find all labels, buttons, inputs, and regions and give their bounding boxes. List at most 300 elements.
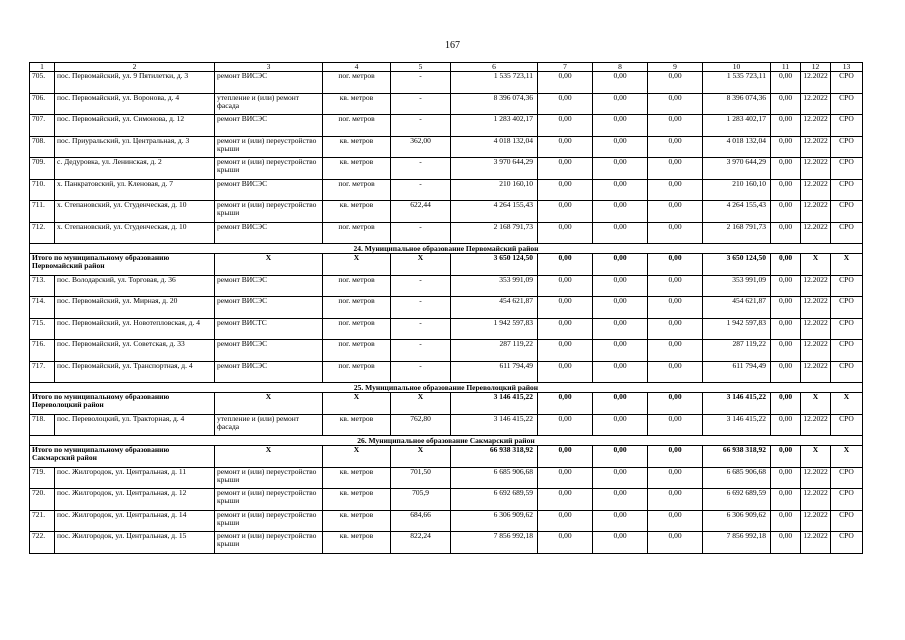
work-type-cell: ремонт и (или) переустройство крыши: [215, 136, 323, 158]
value-cell: 0,00: [538, 510, 593, 532]
amount-cell: 2 168 791,73: [703, 222, 771, 244]
quantity-cell: -: [391, 158, 451, 180]
method-cell: СРО: [831, 72, 863, 94]
total-cell: 0,00: [771, 393, 801, 415]
value-cell: 0,00: [771, 489, 801, 511]
deadline-cell: 12.2022: [801, 361, 831, 383]
deadline-cell: 12.2022: [801, 467, 831, 489]
work-type-cell: ремонт и (или) переустройство крыши: [215, 510, 323, 532]
quantity-cell: -: [391, 275, 451, 297]
deadline-cell: 12.2022: [801, 115, 831, 137]
quantity-cell: 701,50: [391, 467, 451, 489]
amount-cell: 1 942 597,83: [451, 318, 538, 340]
value-cell: 0,00: [771, 179, 801, 201]
total-cell: X: [323, 446, 391, 468]
value-cell: 0,00: [648, 340, 703, 362]
total-cell: 0,00: [648, 254, 703, 276]
value-cell: 0,00: [593, 179, 648, 201]
deadline-cell: 12.2022: [801, 179, 831, 201]
row-number: 709.: [30, 158, 55, 180]
section-title: 26. Муниципальное образование Сакмарский район: [30, 436, 863, 446]
total-label: Итого по муниципальному образованию Переволоцкий район: [30, 393, 215, 415]
value-cell: 0,00: [648, 532, 703, 554]
total-amount: 66 938 318,92: [703, 446, 771, 468]
section-title: 24. Муниципальное образование Первомайский район: [30, 244, 863, 254]
value-cell: 0,00: [648, 158, 703, 180]
deadline-cell: 12.2022: [801, 340, 831, 362]
value-cell: 0,00: [771, 222, 801, 244]
value-cell: 0,00: [538, 275, 593, 297]
value-cell: 0,00: [648, 318, 703, 340]
quantity-cell: -: [391, 72, 451, 94]
value-cell: 0,00: [538, 532, 593, 554]
table-row: [30, 136, 863, 158]
total-cell: X: [801, 254, 831, 276]
work-type-cell: ремонт ВИСЭС: [215, 72, 323, 94]
value-cell: 0,00: [538, 115, 593, 137]
amount-cell: 454 621,87: [703, 297, 771, 319]
unit-cell: кв. метров: [323, 414, 391, 436]
method-cell: СРО: [831, 222, 863, 244]
value-cell: 0,00: [771, 115, 801, 137]
row-number: 719.: [30, 467, 55, 489]
header-cell: 13: [831, 63, 863, 72]
row-number: 711.: [30, 201, 55, 223]
value-cell: 0,00: [593, 510, 648, 532]
table-row: [30, 318, 863, 340]
value-cell: 0,00: [593, 72, 648, 94]
total-cell: X: [831, 393, 863, 415]
value-cell: 0,00: [771, 72, 801, 94]
value-cell: 0,00: [593, 115, 648, 137]
unit-cell: пог. метров: [323, 340, 391, 362]
value-cell: 0,00: [538, 318, 593, 340]
method-cell: СРО: [831, 414, 863, 436]
address-cell: пос. Первомайский, ул. Транспортная, д. 4: [55, 361, 215, 383]
total-cell: 0,00: [648, 393, 703, 415]
value-cell: 0,00: [593, 340, 648, 362]
address-cell: пос. Первомайский, ул. Советская, д. 33: [55, 340, 215, 362]
row-number: 720.: [30, 489, 55, 511]
unit-cell: кв. метров: [323, 489, 391, 511]
row-number: 708.: [30, 136, 55, 158]
address-cell: пос. Первомайский, ул. Новотепловская, д. 4: [55, 318, 215, 340]
value-cell: 0,00: [771, 297, 801, 319]
method-cell: СРО: [831, 179, 863, 201]
row-number: 706.: [30, 93, 55, 115]
header-cell: 1: [30, 63, 55, 72]
method-cell: СРО: [831, 158, 863, 180]
total-cell: X: [801, 446, 831, 468]
value-cell: 0,00: [648, 201, 703, 223]
amount-cell: 6 692 689,59: [451, 489, 538, 511]
table-body: [30, 63, 863, 554]
value-cell: 0,00: [648, 414, 703, 436]
table-row: [30, 222, 863, 244]
deadline-cell: 12.2022: [801, 414, 831, 436]
address-cell: пос. Приуральский, ул. Центральная, д. 3: [55, 136, 215, 158]
quantity-cell: -: [391, 361, 451, 383]
deadline-cell: 12.2022: [801, 201, 831, 223]
address-cell: пос. Первомайский, ул. Симонова, д. 12: [55, 115, 215, 137]
value-cell: 0,00: [538, 158, 593, 180]
value-cell: 0,00: [593, 201, 648, 223]
quantity-cell: 622,44: [391, 201, 451, 223]
unit-cell: кв. метров: [323, 532, 391, 554]
method-cell: СРО: [831, 532, 863, 554]
table-row: [30, 340, 863, 362]
value-cell: 0,00: [593, 297, 648, 319]
header-row: [30, 63, 863, 72]
amount-cell: 6 685 906,68: [703, 467, 771, 489]
address-cell: пос. Переволоцкий, ул. Тракторная, д. 4: [55, 414, 215, 436]
table-row: [30, 201, 863, 223]
deadline-cell: 12.2022: [801, 72, 831, 94]
total-row: [30, 393, 863, 415]
total-amount: 66 938 318,92: [451, 446, 538, 468]
row-number: 705.: [30, 72, 55, 94]
section-heading-row: [30, 383, 863, 393]
method-cell: СРО: [831, 115, 863, 137]
address-cell: пос. Первомайский, ул. Мирная, д. 20: [55, 297, 215, 319]
deadline-cell: 12.2022: [801, 136, 831, 158]
amount-cell: 287 119,22: [451, 340, 538, 362]
value-cell: 0,00: [593, 158, 648, 180]
total-cell: 0,00: [593, 446, 648, 468]
work-type-cell: ремонт ВИСЭС: [215, 115, 323, 137]
quantity-cell: -: [391, 179, 451, 201]
value-cell: 0,00: [771, 361, 801, 383]
value-cell: 0,00: [771, 275, 801, 297]
header-cell: 4: [323, 63, 391, 72]
method-cell: СРО: [831, 318, 863, 340]
table-row: [30, 489, 863, 511]
deadline-cell: 12.2022: [801, 532, 831, 554]
value-cell: 0,00: [538, 72, 593, 94]
work-type-cell: ремонт ВИСЭС: [215, 222, 323, 244]
row-number: 718.: [30, 414, 55, 436]
table-row: [30, 414, 863, 436]
header-cell: 7: [538, 63, 593, 72]
address-cell: пос. Володарский, ул. Торговая, д. 36: [55, 275, 215, 297]
unit-cell: пог. метров: [323, 179, 391, 201]
amount-cell: 4 018 132,04: [703, 136, 771, 158]
value-cell: 0,00: [538, 179, 593, 201]
unit-cell: кв. метров: [323, 136, 391, 158]
total-cell: 0,00: [648, 446, 703, 468]
value-cell: 0,00: [538, 361, 593, 383]
table-row: [30, 510, 863, 532]
value-cell: 0,00: [538, 222, 593, 244]
value-cell: 0,00: [771, 340, 801, 362]
deadline-cell: 12.2022: [801, 510, 831, 532]
address-cell: пос. Жилгородок, ул. Центральная, д. 15: [55, 532, 215, 554]
value-cell: 0,00: [648, 510, 703, 532]
quantity-cell: 684,66: [391, 510, 451, 532]
table-row: [30, 275, 863, 297]
value-cell: 0,00: [538, 489, 593, 511]
amount-cell: 287 119,22: [703, 340, 771, 362]
total-cell: X: [391, 446, 451, 468]
deadline-cell: 12.2022: [801, 297, 831, 319]
total-amount: 3 146 415,22: [451, 393, 538, 415]
method-cell: СРО: [831, 201, 863, 223]
amount-cell: 8 396 074,36: [703, 93, 771, 115]
total-cell: 0,00: [538, 393, 593, 415]
work-type-cell: ремонт и (или) переустройство крыши: [215, 158, 323, 180]
total-label: Итого по муниципальному образованию Первомайский район: [30, 254, 215, 276]
header-cell: 8: [593, 63, 648, 72]
value-cell: 0,00: [771, 414, 801, 436]
section-title: 25. Муниципальное образование Переволоцкий район: [30, 383, 863, 393]
value-cell: 0,00: [538, 136, 593, 158]
work-type-cell: ремонт и (или) переустройство крыши: [215, 489, 323, 511]
address-cell: х. Степановский, ул. Студенческая, д. 10: [55, 201, 215, 223]
section-heading-row: [30, 436, 863, 446]
total-cell: 0,00: [771, 254, 801, 276]
amount-cell: 3 146 415,22: [451, 414, 538, 436]
work-type-cell: ремонт и (или) переустройство крыши: [215, 467, 323, 489]
deadline-cell: 12.2022: [801, 318, 831, 340]
unit-cell: кв. метров: [323, 93, 391, 115]
total-cell: X: [215, 254, 323, 276]
amount-cell: 3 146 415,22: [703, 414, 771, 436]
row-number: 710.: [30, 179, 55, 201]
amount-cell: 454 621,87: [451, 297, 538, 319]
method-cell: СРО: [831, 510, 863, 532]
address-cell: х. Степановский, ул. Студенческая, д. 10: [55, 222, 215, 244]
address-cell: с. Дедуровка, ул. Ленинская, д. 2: [55, 158, 215, 180]
amount-cell: 210 160,10: [451, 179, 538, 201]
total-amount: 3 146 415,22: [703, 393, 771, 415]
total-cell: X: [323, 254, 391, 276]
address-cell: пос. Первомайский, ул. Воронова, д. 4: [55, 93, 215, 115]
quantity-cell: 705,9: [391, 489, 451, 511]
section-heading-row: [30, 244, 863, 254]
method-cell: СРО: [831, 361, 863, 383]
value-cell: 0,00: [771, 136, 801, 158]
quantity-cell: 822,24: [391, 532, 451, 554]
value-cell: 0,00: [593, 532, 648, 554]
quantity-cell: -: [391, 93, 451, 115]
amount-cell: 353 991,09: [703, 275, 771, 297]
total-cell: X: [323, 393, 391, 415]
amount-cell: 6 692 689,59: [703, 489, 771, 511]
table-row: [30, 93, 863, 115]
total-cell: X: [391, 254, 451, 276]
quantity-cell: 762,80: [391, 414, 451, 436]
header-cell: 2: [55, 63, 215, 72]
row-number: 712.: [30, 222, 55, 244]
unit-cell: пог. метров: [323, 275, 391, 297]
table-row: [30, 297, 863, 319]
deadline-cell: 12.2022: [801, 93, 831, 115]
value-cell: 0,00: [648, 467, 703, 489]
data-table: [29, 62, 863, 554]
amount-cell: 1 535 723,11: [703, 72, 771, 94]
amount-cell: 2 168 791,73: [451, 222, 538, 244]
amount-cell: 1 283 402,17: [451, 115, 538, 137]
quantity-cell: -: [391, 340, 451, 362]
header-cell: 12: [801, 63, 831, 72]
total-cell: 0,00: [593, 254, 648, 276]
page-number: 167: [445, 40, 460, 51]
total-amount: 3 650 124,50: [451, 254, 538, 276]
value-cell: 0,00: [593, 489, 648, 511]
row-number: 717.: [30, 361, 55, 383]
amount-cell: 611 794,49: [451, 361, 538, 383]
unit-cell: пог. метров: [323, 72, 391, 94]
address-cell: пос. Жилгородок, ул. Центральная, д. 11: [55, 467, 215, 489]
row-number: 715.: [30, 318, 55, 340]
table-row: [30, 532, 863, 554]
amount-cell: 1 942 597,83: [703, 318, 771, 340]
work-type-cell: ремонт ВИСЭС: [215, 297, 323, 319]
total-cell: X: [831, 446, 863, 468]
work-type-cell: ремонт ВИСЭС: [215, 361, 323, 383]
total-row: [30, 446, 863, 468]
amount-cell: 6 306 909,62: [703, 510, 771, 532]
method-cell: СРО: [831, 489, 863, 511]
unit-cell: кв. метров: [323, 510, 391, 532]
value-cell: 0,00: [771, 93, 801, 115]
method-cell: СРО: [831, 340, 863, 362]
unit-cell: кв. метров: [323, 201, 391, 223]
value-cell: 0,00: [593, 467, 648, 489]
amount-cell: 6 685 906,68: [451, 467, 538, 489]
total-cell: 0,00: [771, 446, 801, 468]
total-cell: X: [801, 393, 831, 415]
total-row: [30, 254, 863, 276]
amount-cell: 3 970 644,29: [703, 158, 771, 180]
amount-cell: 611 794,49: [703, 361, 771, 383]
table-row: [30, 72, 863, 94]
row-number: 707.: [30, 115, 55, 137]
header-cell: 9: [648, 63, 703, 72]
value-cell: 0,00: [648, 136, 703, 158]
value-cell: 0,00: [771, 467, 801, 489]
value-cell: 0,00: [648, 115, 703, 137]
total-label: Итого по муниципальному образованию Сакмарский район: [30, 446, 215, 468]
value-cell: 0,00: [538, 297, 593, 319]
deadline-cell: 12.2022: [801, 158, 831, 180]
unit-cell: кв. метров: [323, 467, 391, 489]
amount-cell: 8 396 074,36: [451, 93, 538, 115]
deadline-cell: 12.2022: [801, 489, 831, 511]
amount-cell: 1 535 723,11: [451, 72, 538, 94]
table-row: [30, 115, 863, 137]
table-row: [30, 361, 863, 383]
value-cell: 0,00: [538, 340, 593, 362]
value-cell: 0,00: [771, 201, 801, 223]
method-cell: СРО: [831, 275, 863, 297]
amount-cell: 1 283 402,17: [703, 115, 771, 137]
value-cell: 0,00: [648, 72, 703, 94]
row-number: 713.: [30, 275, 55, 297]
method-cell: СРО: [831, 467, 863, 489]
value-cell: 0,00: [648, 275, 703, 297]
value-cell: 0,00: [771, 318, 801, 340]
total-cell: X: [215, 393, 323, 415]
work-type-cell: ремонт ВИСЭС: [215, 340, 323, 362]
amount-cell: 210 160,10: [703, 179, 771, 201]
row-number: 714.: [30, 297, 55, 319]
value-cell: 0,00: [771, 158, 801, 180]
deadline-cell: 12.2022: [801, 275, 831, 297]
quantity-cell: -: [391, 297, 451, 319]
unit-cell: пог. метров: [323, 115, 391, 137]
value-cell: 0,00: [593, 318, 648, 340]
total-cell: X: [831, 254, 863, 276]
address-cell: х. Панкратовский, ул. Кленовая, д. 7: [55, 179, 215, 201]
value-cell: 0,00: [593, 136, 648, 158]
amount-cell: 7 856 992,18: [703, 532, 771, 554]
total-cell: X: [391, 393, 451, 415]
address-cell: пос. Жилгородок, ул. Центральная, д. 12: [55, 489, 215, 511]
quantity-cell: 362,00: [391, 136, 451, 158]
table-row: [30, 467, 863, 489]
method-cell: СРО: [831, 297, 863, 319]
amount-cell: 353 991,09: [451, 275, 538, 297]
total-amount: 3 650 124,50: [703, 254, 771, 276]
work-type-cell: ремонт ВИСЭС: [215, 179, 323, 201]
amount-cell: 4 264 155,43: [451, 201, 538, 223]
value-cell: 0,00: [648, 93, 703, 115]
value-cell: 0,00: [538, 93, 593, 115]
row-number: 716.: [30, 340, 55, 362]
value-cell: 0,00: [593, 361, 648, 383]
unit-cell: пог. метров: [323, 222, 391, 244]
total-cell: 0,00: [593, 393, 648, 415]
unit-cell: пог. метров: [323, 318, 391, 340]
header-cell: 10: [703, 63, 771, 72]
total-cell: 0,00: [538, 254, 593, 276]
unit-cell: кв. метров: [323, 158, 391, 180]
value-cell: 0,00: [593, 93, 648, 115]
work-type-cell: утепление и (или) ремонт фасада: [215, 93, 323, 115]
row-number: 721.: [30, 510, 55, 532]
amount-cell: 4 264 155,43: [703, 201, 771, 223]
deadline-cell: 12.2022: [801, 222, 831, 244]
work-type-cell: утепление и (или) ремонт фасада: [215, 414, 323, 436]
value-cell: 0,00: [538, 467, 593, 489]
amount-cell: 6 306 909,62: [451, 510, 538, 532]
work-type-cell: ремонт и (или) переустройство крыши: [215, 532, 323, 554]
quantity-cell: -: [391, 318, 451, 340]
work-type-cell: ремонт ВИСЭС: [215, 275, 323, 297]
value-cell: 0,00: [648, 297, 703, 319]
row-number: 722.: [30, 532, 55, 554]
value-cell: 0,00: [771, 532, 801, 554]
address-cell: пос. Жилгородок, ул. Центральная, д. 14: [55, 510, 215, 532]
header-cell: 3: [215, 63, 323, 72]
value-cell: 0,00: [648, 361, 703, 383]
table-row: [30, 179, 863, 201]
total-cell: 0,00: [538, 446, 593, 468]
value-cell: 0,00: [593, 275, 648, 297]
value-cell: 0,00: [593, 222, 648, 244]
amount-cell: 3 970 644,29: [451, 158, 538, 180]
value-cell: 0,00: [538, 414, 593, 436]
header-cell: 5: [391, 63, 451, 72]
total-cell: X: [215, 446, 323, 468]
value-cell: 0,00: [593, 414, 648, 436]
unit-cell: пог. метров: [323, 361, 391, 383]
method-cell: СРО: [831, 93, 863, 115]
unit-cell: пог. метров: [323, 297, 391, 319]
header-cell: 11: [771, 63, 801, 72]
value-cell: 0,00: [538, 201, 593, 223]
